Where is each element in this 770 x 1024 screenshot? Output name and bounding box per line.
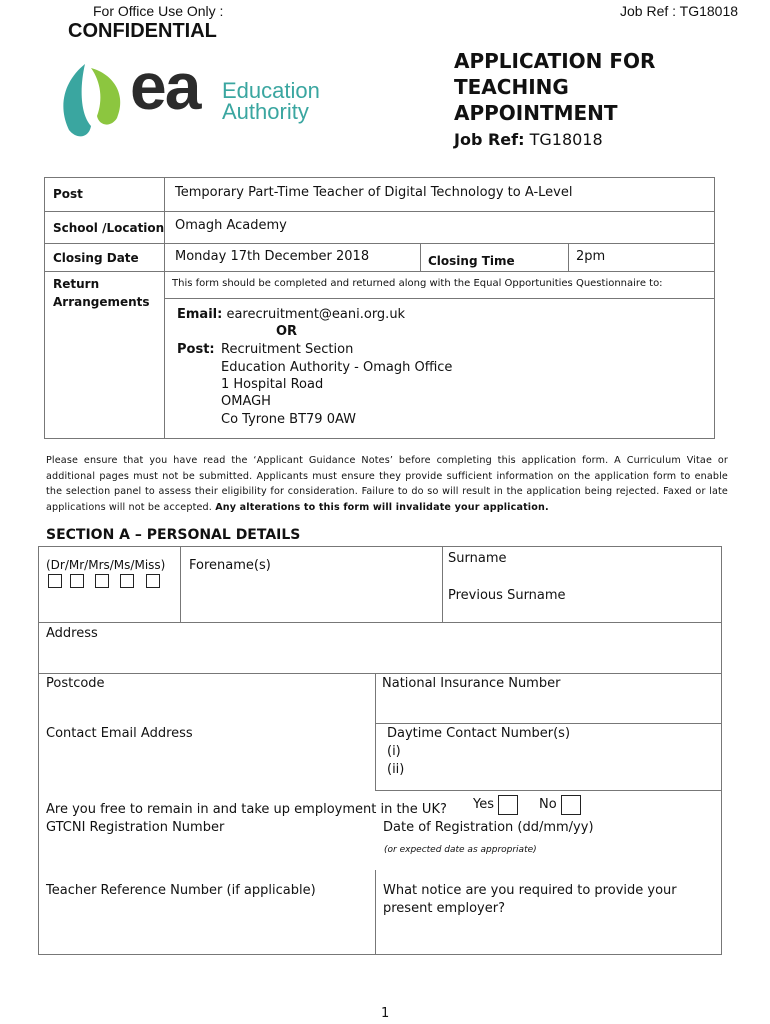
- title-field-label: (Dr/Mr/Mrs/Ms/Miss): [46, 558, 166, 572]
- section-a-title: SECTION A – PERSONAL DETAILS: [46, 527, 301, 543]
- notice-question-line1: What notice are you required to provide your: [383, 883, 677, 898]
- logo-letters: ea: [130, 49, 200, 123]
- ea-logo-icon: [55, 60, 135, 142]
- address-line-4: OMAGH: [221, 394, 271, 409]
- office-use-label: For Office Use Only :: [93, 3, 224, 19]
- guidance-bold: Any alterations to this form will invalidate your application.: [215, 501, 549, 513]
- post-label: Post: [53, 187, 83, 201]
- forename-label: Forename(s): [189, 558, 271, 573]
- title-checkbox-dr[interactable]: [48, 574, 62, 588]
- number-ii-label: (ii): [387, 762, 405, 777]
- closing-date-label: Closing Date: [53, 251, 139, 265]
- title-checkbox-miss[interactable]: [146, 574, 160, 588]
- title-checkbox-ms[interactable]: [120, 574, 134, 588]
- job-ref: [454, 130, 603, 149]
- free-to-remain-question: Are you free to remain in and take up employment in the UK?: [46, 802, 447, 817]
- notice-question-line2: present employer?: [383, 901, 505, 916]
- post-value: Temporary Part-Time Teacher of Digital Technology to A-Level: [175, 185, 573, 200]
- title-line-1: APPLICATION FOR: [454, 49, 656, 73]
- guidance-notes: [46, 453, 728, 515]
- school-value: Omagh Academy: [175, 218, 287, 233]
- yes-checkbox[interactable]: [498, 795, 518, 815]
- guidance-text: Please ensure that you have read the ‘Applicant Guidance Notes’ before completing this application form. A Curriculum Vitae or additional pages must not be submitted. Applicants must ensure they provide sufficient information on the application form to enable the selection panel to assess their eligibility for consideration. Failure to do so will result in the application being rejected. Faxed or late applications will not be accepted.: [46, 455, 728, 513]
- title-checkbox-mrs[interactable]: [95, 574, 109, 588]
- closing-date-value: Monday 17th December 2018: [175, 249, 370, 264]
- address-label: Address: [46, 626, 98, 641]
- title-checkbox-mr[interactable]: [70, 574, 84, 588]
- previous-surname-label: Previous Surname: [448, 588, 566, 603]
- closing-time-label: Closing Time: [428, 254, 515, 268]
- or-label: OR: [276, 324, 298, 339]
- page-number: 1: [381, 1006, 390, 1021]
- return-label-line1: Return: [53, 277, 100, 291]
- confidential-label: CONFIDENTIAL: [68, 20, 217, 42]
- title-line-3: APPOINTMENT: [454, 101, 618, 125]
- postcode-label: Postcode: [46, 676, 105, 691]
- teacher-reference-label: Teacher Reference Number (if applicable): [46, 883, 316, 898]
- registration-date-label: Date of Registration (dd/mm/yy): [383, 820, 594, 835]
- registration-date-note: (or expected date as appropriate): [384, 845, 537, 855]
- no-label: No: [539, 797, 557, 812]
- return-label-line2: Arrangements: [53, 295, 150, 309]
- address-line-5: Co Tyrone BT79 0AW: [221, 412, 356, 427]
- email-line: [177, 307, 405, 322]
- job-ref-value: TG18018: [529, 130, 603, 149]
- job-ref-header: Job Ref : TG18018: [620, 3, 739, 19]
- address-line-1: Recruitment Section: [221, 342, 354, 357]
- logo-word-authority: Authority: [222, 99, 309, 124]
- post-address-label: Post:: [177, 342, 215, 357]
- ni-number-label: National Insurance Number: [382, 676, 561, 691]
- gtcni-label: GTCNI Registration Number: [46, 820, 225, 835]
- yes-label: Yes: [473, 797, 494, 812]
- logo-word-education: Education: [222, 78, 320, 103]
- number-i-label: (i): [387, 744, 401, 759]
- job-ref-label: Job Ref:: [454, 130, 525, 149]
- return-instructions: This form should be completed and returned along with the Equal Opportunities Questionnaire to:: [172, 278, 663, 289]
- no-checkbox[interactable]: [561, 795, 581, 815]
- daytime-number-label: Daytime Contact Number(s): [387, 726, 571, 741]
- closing-time-value: 2pm: [576, 249, 606, 264]
- surname-label: Surname: [448, 551, 507, 566]
- application-title: [454, 48, 704, 126]
- school-label: School /Location: [53, 221, 165, 235]
- address-line-3: 1 Hospital Road: [221, 377, 324, 392]
- title-line-2: TEACHING: [454, 75, 569, 99]
- address-line-2: Education Authority - Omagh Office: [221, 360, 453, 375]
- email-label: Email:: [177, 307, 223, 322]
- contact-email-label: Contact Email Address: [46, 726, 193, 741]
- email-value: earecruitment@eani.org.uk: [226, 307, 406, 322]
